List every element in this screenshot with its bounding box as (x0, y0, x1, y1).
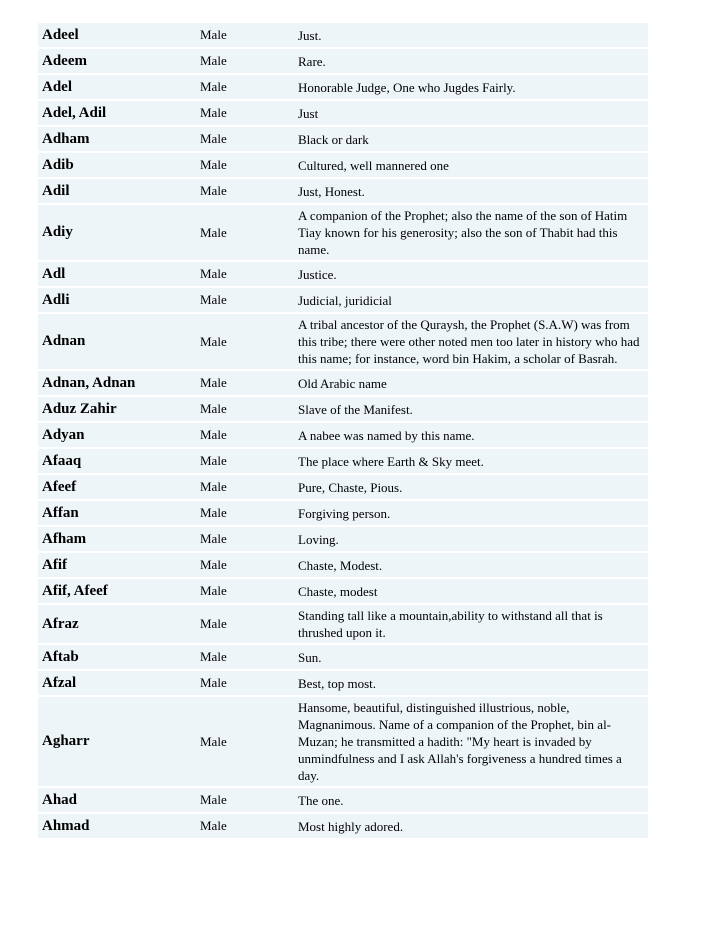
meaning-cell: Judicial, juridicial (284, 288, 648, 312)
gender-cell: Male (186, 423, 284, 447)
name-cell: Aduz Zahir (38, 397, 186, 421)
meaning-cell: Rare. (284, 49, 648, 73)
name-cell: Ahmad (38, 814, 186, 838)
meaning-cell: A nabee was named by this name. (284, 423, 648, 447)
meaning-cell: Honorable Judge, One who Jugdes Fairly. (284, 75, 648, 99)
gender-cell: Male (186, 527, 284, 551)
gender-cell: Male (186, 75, 284, 99)
meaning-cell: Just. (284, 23, 648, 47)
name-cell: Afraz (38, 605, 186, 643)
meaning-cell: Forgiving person. (284, 501, 648, 525)
gender-cell: Male (186, 288, 284, 312)
gender-cell: Male (186, 579, 284, 603)
name-cell: Afaaq (38, 449, 186, 473)
meaning-cell: Just (284, 101, 648, 125)
gender-cell: Male (186, 645, 284, 669)
meaning-cell: Sun. (284, 645, 648, 669)
name-cell: Adib (38, 153, 186, 177)
name-cell: Ahad (38, 788, 186, 812)
name-cell: Aftab (38, 645, 186, 669)
table-row (38, 423, 648, 447)
meaning-cell: Old Arabic name (284, 371, 648, 395)
table-row (38, 671, 648, 695)
gender-cell: Male (186, 671, 284, 695)
table-row (38, 179, 648, 203)
meaning-cell: The place where Earth & Sky meet. (284, 449, 648, 473)
table-row (38, 814, 648, 838)
table-row (38, 475, 648, 499)
name-cell: Afeef (38, 475, 186, 499)
gender-cell: Male (186, 553, 284, 577)
table-row (38, 288, 648, 312)
table-row (38, 397, 648, 421)
gender-cell: Male (186, 205, 284, 260)
gender-cell: Male (186, 49, 284, 73)
table-row (38, 788, 648, 812)
meaning-cell: Pure, Chaste, Pious. (284, 475, 648, 499)
name-cell: Adel (38, 75, 186, 99)
table-row (38, 49, 648, 73)
gender-cell: Male (186, 697, 284, 786)
name-cell: Adiy (38, 205, 186, 260)
names-table-body (38, 23, 648, 838)
name-cell: Adil (38, 179, 186, 203)
table-row (38, 449, 648, 473)
meaning-cell: Best, top most. (284, 671, 648, 695)
table-row (38, 501, 648, 525)
meaning-cell: Hansome, beautiful, distinguished illustrious, noble, Magnanimous. Name of a companion of the Prophet, bin al-Muzan; he transmitted a hadith: "My heart is invaded by unmindfulness and I ask Allah's forgiveness a hundred times a day. (284, 697, 648, 786)
name-cell: Affan (38, 501, 186, 525)
table-row (38, 127, 648, 151)
name-cell: Afham (38, 527, 186, 551)
table-row (38, 205, 648, 260)
meaning-cell: A companion of the Prophet; also the name of the son of Hatim Tiay known for his generosity; also the son of Thabit had this name. (284, 205, 648, 260)
meaning-cell: Cultured, well mannered one (284, 153, 648, 177)
table-row (38, 23, 648, 47)
meaning-cell: Chaste, Modest. (284, 553, 648, 577)
name-cell: Adeel (38, 23, 186, 47)
gender-cell: Male (186, 814, 284, 838)
gender-cell: Male (186, 101, 284, 125)
gender-cell: Male (186, 605, 284, 643)
name-cell: Adnan (38, 314, 186, 369)
meaning-cell: Loving. (284, 527, 648, 551)
gender-cell: Male (186, 475, 284, 499)
gender-cell: Male (186, 449, 284, 473)
table-row (38, 262, 648, 286)
name-cell: Adham (38, 127, 186, 151)
name-cell: Afzal (38, 671, 186, 695)
meaning-cell: Black or dark (284, 127, 648, 151)
name-cell: Adl (38, 262, 186, 286)
meaning-cell: Justice. (284, 262, 648, 286)
name-cell: Adel, Adil (38, 101, 186, 125)
meaning-cell: Chaste, modest (284, 579, 648, 603)
meaning-cell: Standing tall like a mountain,ability to withstand all that is thrushed upon it. (284, 605, 648, 643)
gender-cell: Male (186, 153, 284, 177)
table-row (38, 371, 648, 395)
gender-cell: Male (186, 501, 284, 525)
meaning-cell: Just, Honest. (284, 179, 648, 203)
name-cell: Afif, Afeef (38, 579, 186, 603)
gender-cell: Male (186, 127, 284, 151)
gender-cell: Male (186, 23, 284, 47)
gender-cell: Male (186, 179, 284, 203)
name-cell: Agharr (38, 697, 186, 786)
name-cell: Adli (38, 288, 186, 312)
name-cell: Adeem (38, 49, 186, 73)
gender-cell: Male (186, 371, 284, 395)
gender-cell: Male (186, 262, 284, 286)
name-cell: Adyan (38, 423, 186, 447)
table-row (38, 645, 648, 669)
table-row (38, 579, 648, 603)
table-row (38, 527, 648, 551)
table-row (38, 697, 648, 786)
table-row (38, 605, 648, 643)
gender-cell: Male (186, 397, 284, 421)
table-row (38, 153, 648, 177)
gender-cell: Male (186, 788, 284, 812)
names-table (38, 21, 648, 840)
table-row (38, 101, 648, 125)
meaning-cell: Slave of the Manifest. (284, 397, 648, 421)
meaning-cell: Most highly adored. (284, 814, 648, 838)
meaning-cell: A tribal ancestor of the Quraysh, the Prophet (S.A.W) was from this tribe; there were other noted men too later in history who had this name; for instance, word bin Hakim, a scholar of Basrah. (284, 314, 648, 369)
meaning-cell: The one. (284, 788, 648, 812)
name-cell: Adnan, Adnan (38, 371, 186, 395)
gender-cell: Male (186, 314, 284, 369)
name-cell: Afif (38, 553, 186, 577)
table-row (38, 314, 648, 369)
table-row (38, 75, 648, 99)
table-row (38, 553, 648, 577)
